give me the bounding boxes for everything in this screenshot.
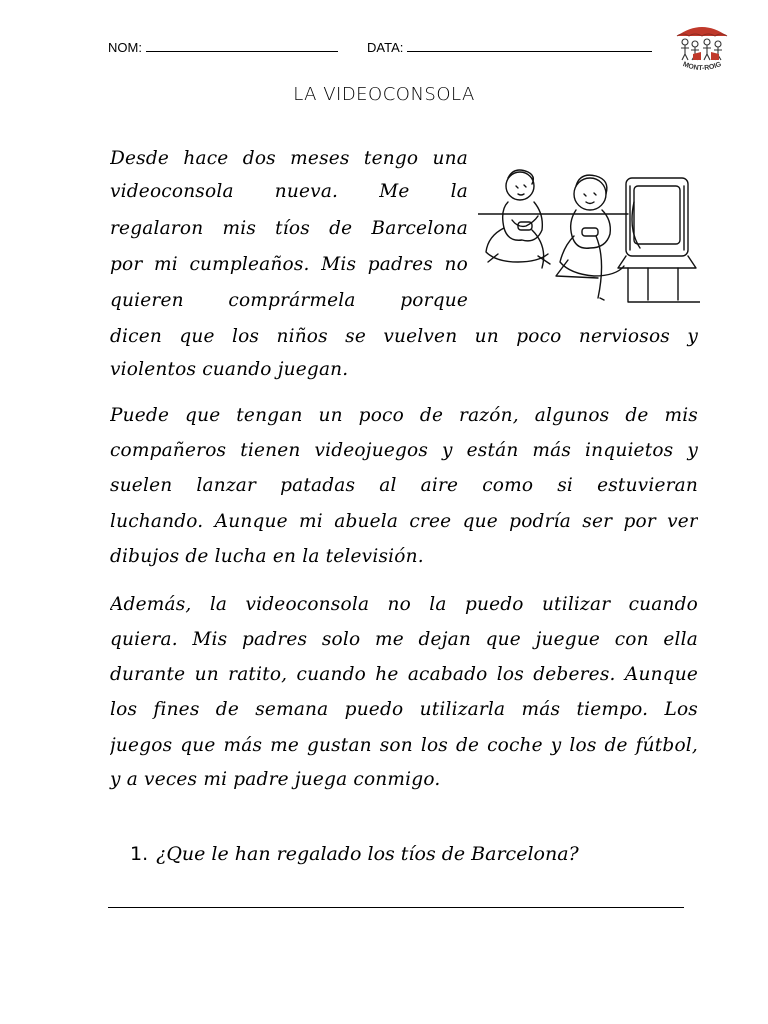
children-playing-illustration xyxy=(478,150,700,310)
text-line: suelen lanzar patadas al aire como si estuvieran xyxy=(110,475,698,496)
text-line: regalaron mis tíos de Barcelona xyxy=(110,218,468,239)
text-line: por mi cumpleaños. Mis padres no xyxy=(110,254,468,275)
text-line: durante un ratito, cuando he acabado los deberes. Aunque xyxy=(110,664,698,685)
logo-umbrella xyxy=(677,27,727,36)
question-number: 1. xyxy=(130,843,149,865)
question-1 xyxy=(130,843,579,865)
text-line: dicen que los niños se vuelven un poco nerviosos y xyxy=(110,326,698,347)
text-line: compañeros tienen videojuegos y están más inquietos y xyxy=(110,440,698,461)
text-line: Desde hace dos meses tengo una xyxy=(110,148,468,169)
text-line: Además, la videoconsola no la puedo utilizar cuando xyxy=(110,594,698,615)
text-line: violentos cuando juegan. xyxy=(110,359,349,380)
text-line: y a veces mi padre juega conmigo. xyxy=(110,769,441,790)
text-line: quiera. Mis padres solo me dejan que juegue con ella xyxy=(110,629,698,650)
logo-text: MONT-ROIG xyxy=(681,61,723,73)
school-logo-icon xyxy=(671,20,733,76)
text-line: videoconsola nueva. Me la xyxy=(110,181,468,202)
date-field xyxy=(367,40,652,55)
name-blank-line[interactable] xyxy=(146,40,338,52)
answer-line[interactable] xyxy=(108,907,684,908)
page-title: LA VIDEOCONSOLA xyxy=(293,84,475,105)
text-line: juegos que más me gustan son los de coche y los de fútbol, xyxy=(110,735,698,756)
name-field xyxy=(108,40,338,55)
text-line: luchando. Aunque mi abuela cree que podría ser por ver xyxy=(110,511,698,532)
text-line: dibujos de lucha en la televisión. xyxy=(110,546,424,567)
date-blank-line[interactable] xyxy=(407,40,652,52)
text-line: Puede que tengan un poco de razón, algunos de mis xyxy=(110,405,698,426)
name-label: NOM: xyxy=(108,40,142,55)
text-line: quieren comprármela porque xyxy=(110,290,468,311)
text-line: los fines de semana puedo utilizarla más tiempo. Los xyxy=(110,699,698,720)
date-label: DATA: xyxy=(367,40,404,55)
question-text: ¿Que le han regalado los tíos de Barcelona? xyxy=(156,843,579,865)
svg-text:MONT-ROIG xyxy=(682,61,723,72)
